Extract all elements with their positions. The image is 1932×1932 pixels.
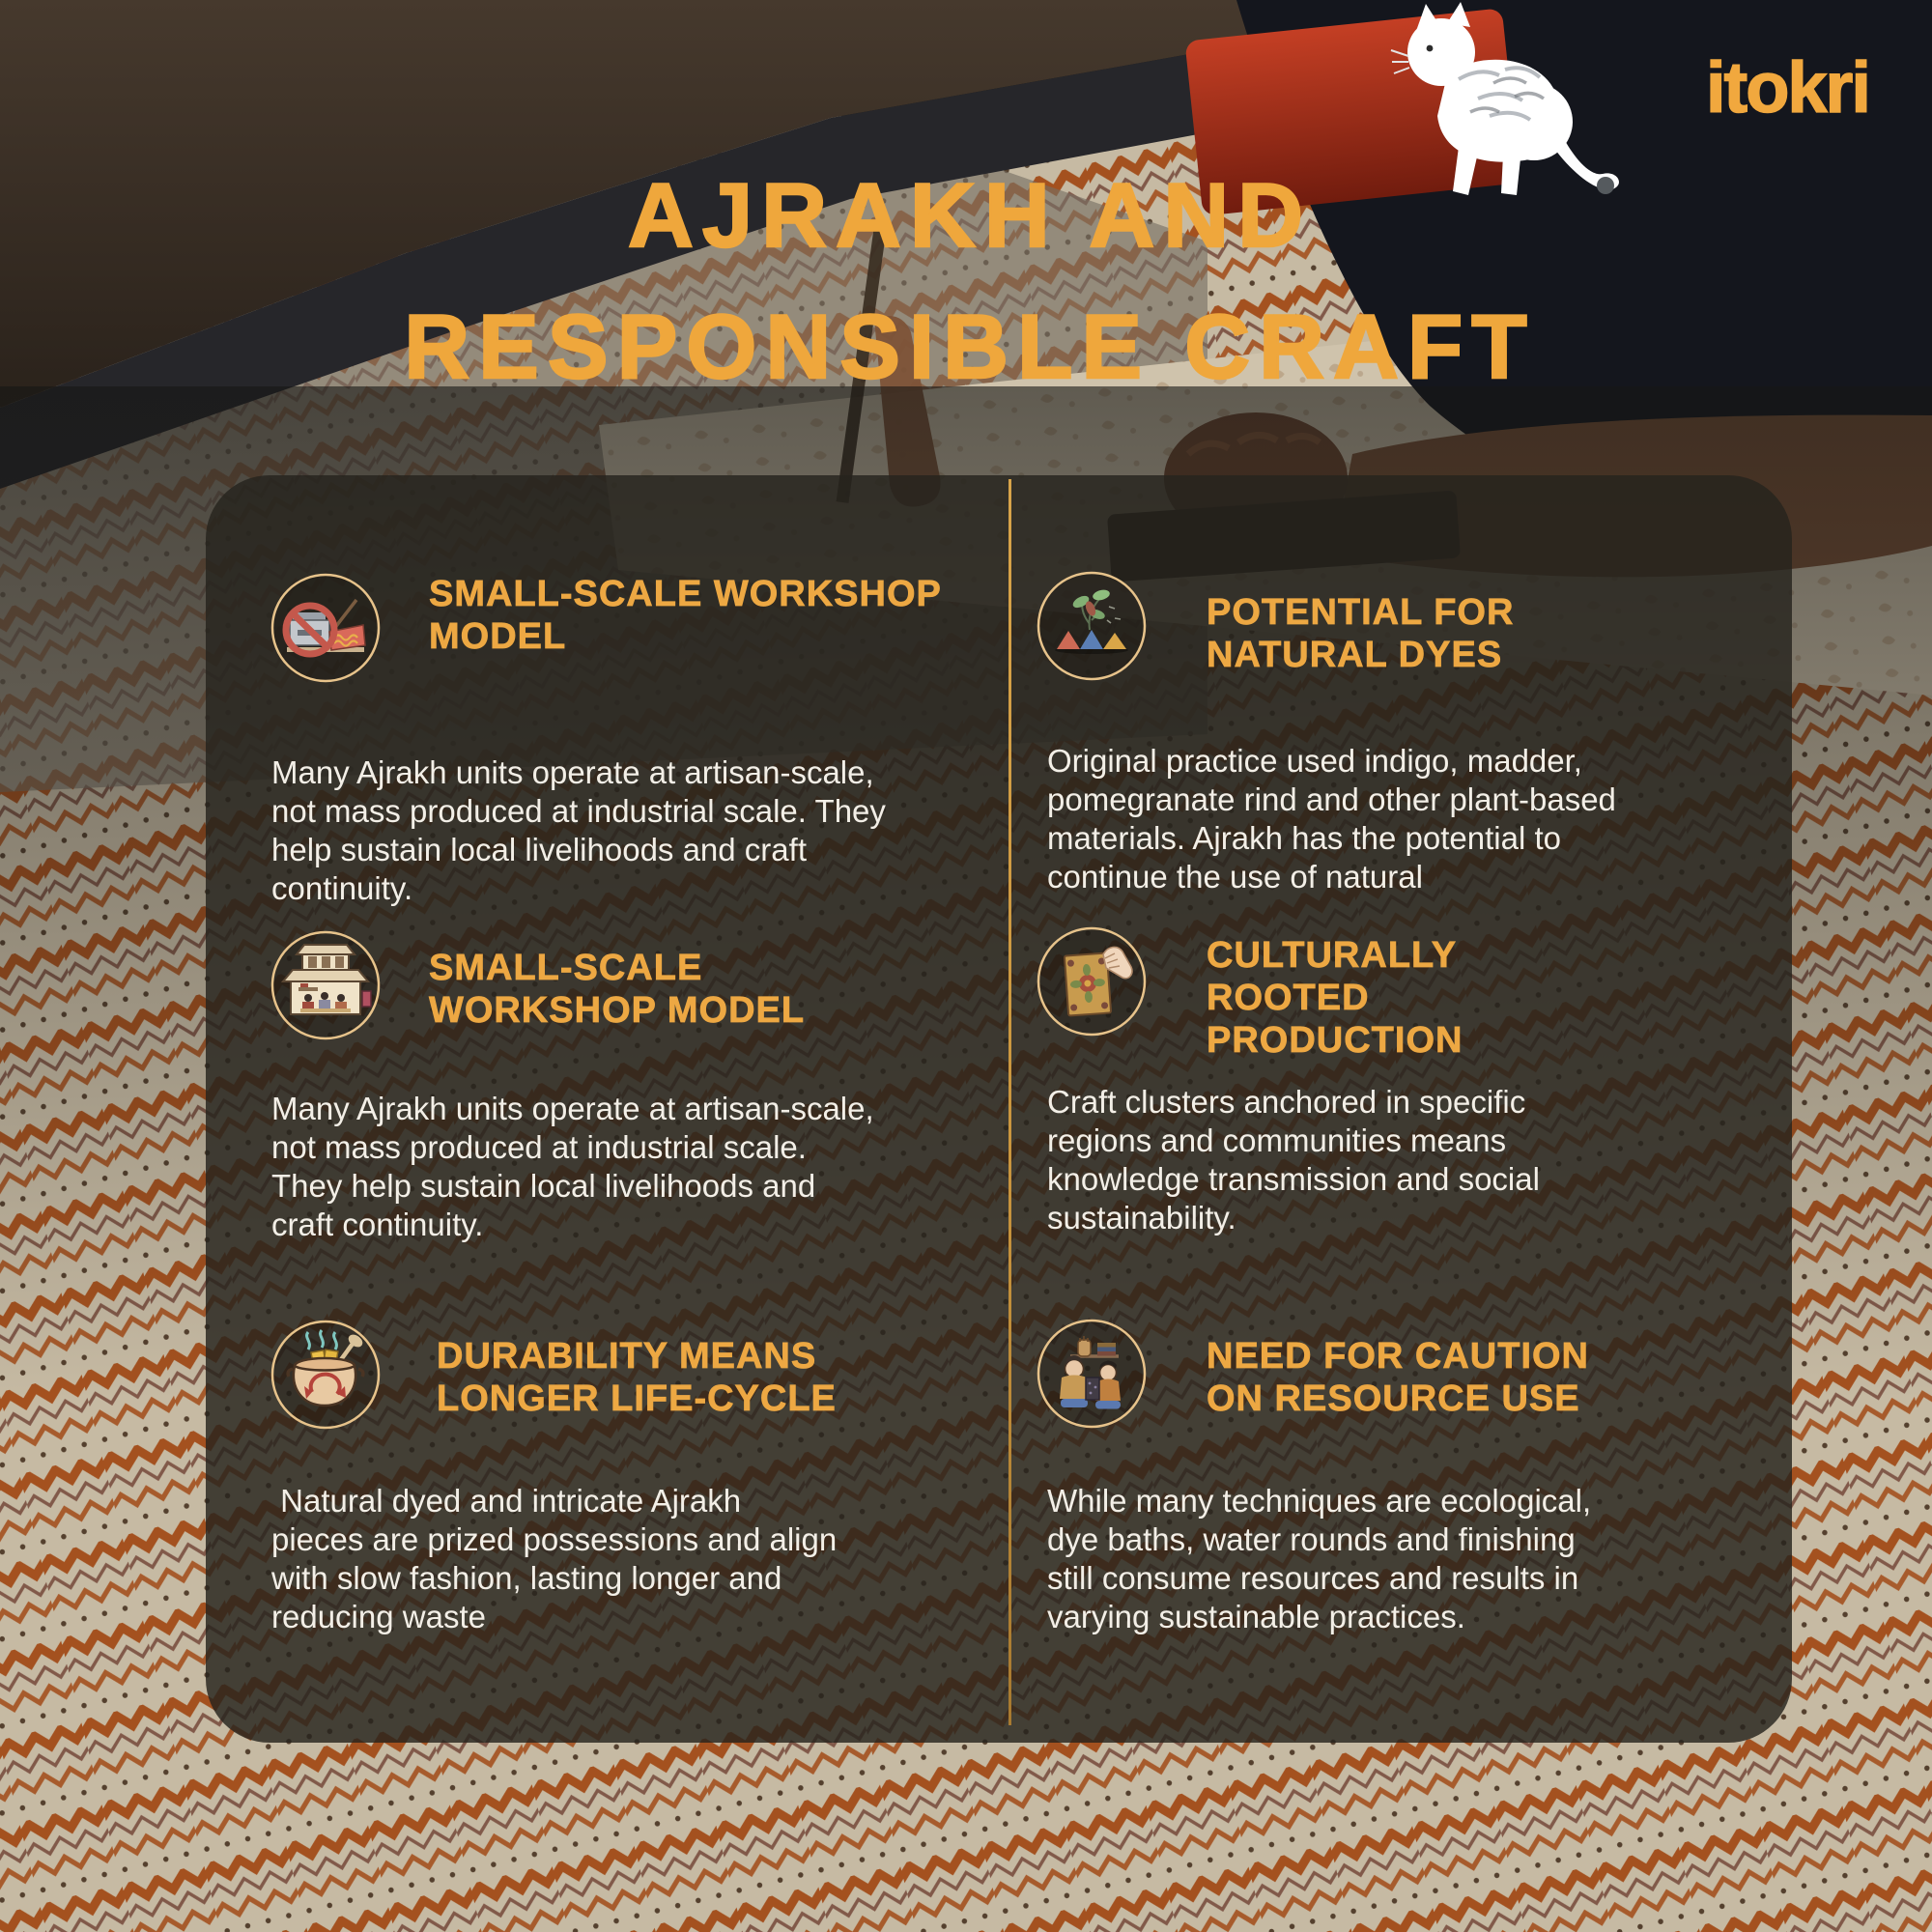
dye-pot-icon bbox=[270, 1319, 382, 1431]
no-mass-production-icon bbox=[270, 572, 382, 684]
item-heading: POTENTIAL FOR NATURAL DYES bbox=[1207, 592, 1515, 675]
item-body: Original practice used indigo, madder, pomegranate rind and other plant-based materials. Ajrakh has the potential to continue the use of natural bbox=[1047, 743, 1616, 895]
workshop-building-icon bbox=[270, 929, 382, 1041]
page-title: AJRAKH AND RESPONSIBLE CRAFT bbox=[404, 164, 1536, 397]
item-heading: SMALL-SCALE WORKSHOP MODEL bbox=[429, 574, 942, 657]
item-body: While many techniques are ecological, dye baths, water rounds and finishing still consume resources and results in varying sustainable practices. bbox=[1047, 1483, 1592, 1634]
item-heading: DURABILITY MEANS LONGER LIFE-CYCLE bbox=[437, 1336, 837, 1419]
item-heading: SMALL-SCALE WORKSHOP MODEL bbox=[429, 948, 806, 1031]
column-divider bbox=[1009, 479, 1011, 1725]
item-body: Many Ajrakh units operate at artisan-scale, not mass produced at industrial scale. They help sustain local livelihoods and craft continuity. bbox=[271, 1091, 874, 1242]
itokri-logo: itokri bbox=[1706, 47, 1869, 128]
item-body: Many Ajrakh units operate at artisan-scale, not mass produced at industrial scale. They help sustain local livelihoods and craft continuity. bbox=[271, 754, 886, 906]
artisans-icon bbox=[1036, 1318, 1148, 1430]
item-heading: CULTURALLY ROOTED PRODUCTION bbox=[1207, 935, 1463, 1061]
item-body: Craft clusters anchored in specific regions and communities means knowledge transmission and social sustainability. bbox=[1047, 1084, 1540, 1236]
item-body: Natural dyed and intricate Ajrakh pieces are prized possessions and align with slow fashion, lasting longer and reducing waste bbox=[271, 1483, 838, 1634]
fabric-in-hand-icon bbox=[1036, 925, 1148, 1037]
item-heading: NEED FOR CAUTION ON RESOURCE USE bbox=[1207, 1336, 1589, 1419]
natural-dyes-icon bbox=[1036, 570, 1148, 682]
